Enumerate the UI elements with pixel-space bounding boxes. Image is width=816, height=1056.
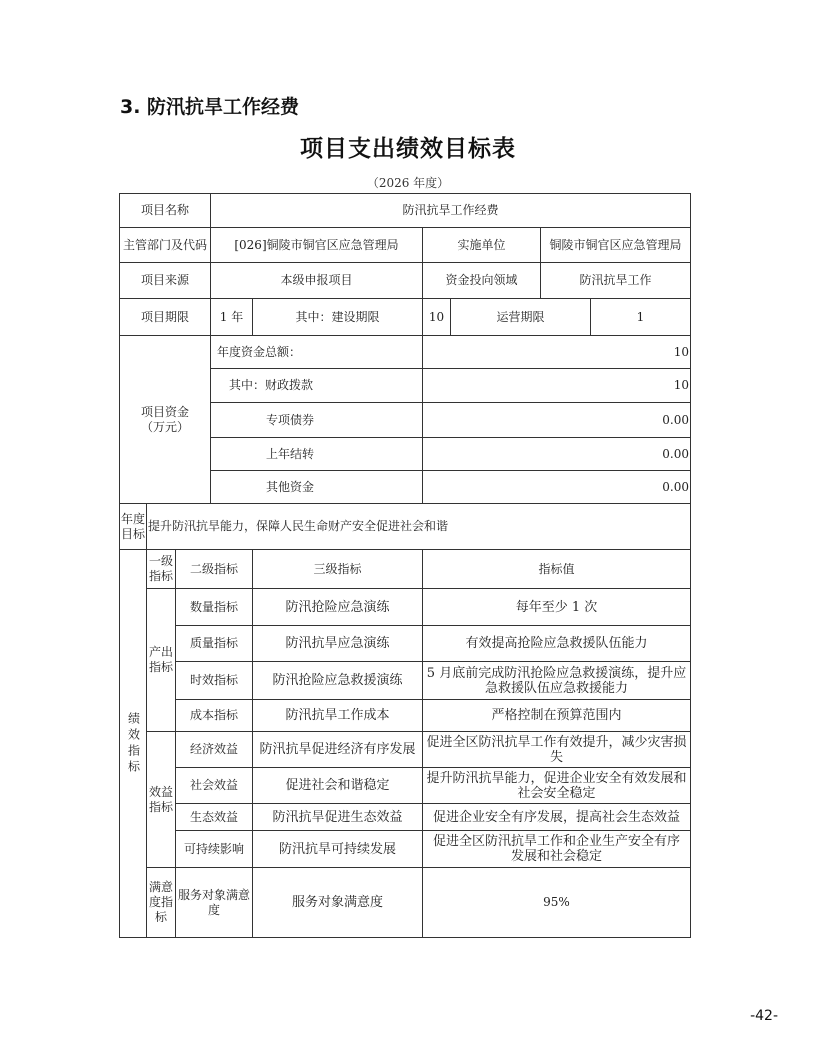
indicator-level2: 社会效益 <box>175 767 253 804</box>
indicator-level2: 数量指标 <box>175 588 253 626</box>
indicator-level2: 经济效益 <box>175 731 253 768</box>
funds-label <box>119 335 211 504</box>
output-indicators-label: 产出指标 <box>146 588 176 732</box>
field-value: 防汛抗旱工作 <box>540 262 691 299</box>
ops-period-value: 1 <box>590 298 691 336</box>
funds-total-value: 10 <box>422 335 691 369</box>
indicator-level2: 质量指标 <box>175 625 253 662</box>
indicator-level3: 防汛抗旱促进生态效益 <box>252 803 423 831</box>
period-value: 1 年 <box>210 298 253 336</box>
indicators-group-label: 绩效指标 <box>119 549 147 938</box>
build-period-label: 其中：建设期限 <box>252 298 423 336</box>
indicator-value: 每年至少 1 次 <box>422 588 691 626</box>
impl-label: 实施单位 <box>422 227 541 263</box>
funds-other-label: 其他资金 <box>210 470 423 504</box>
header-level2: 二级指标 <box>175 549 253 589</box>
indicator-level3: 防汛抗旱工作成本 <box>252 699 423 732</box>
indicator-level2: 生态效益 <box>175 803 253 831</box>
funds-label-line2: （万元） <box>140 419 189 434</box>
funds-carryover-value: 0.00 <box>422 437 691 471</box>
indicator-value: 5 月底前完成防汛抢险应急救援演练，提升应急救援队伍应急救援能力 <box>422 661 691 700</box>
indicator-level3: 防汛抢险应急救援演练 <box>252 661 423 700</box>
satisfaction-indicators-label: 满意度指标 <box>146 867 176 938</box>
indicator-level3: 防汛抗旱可持续发展 <box>252 830 423 868</box>
funds-carryover-label: 上年结转 <box>210 437 423 471</box>
header-level1: 一级指标 <box>146 549 176 589</box>
indicator-level2: 时效指标 <box>175 661 253 700</box>
field-label: 资金投向领域 <box>422 262 541 299</box>
page-number: -42- <box>750 1008 778 1024</box>
indicator-value: 促进全区防汛抗旱工作有效提升，减少灾害损失 <box>422 731 691 768</box>
document-title: 项目支出绩效目标表 <box>300 136 516 162</box>
indicator-value: 有效提高抢险应急救援队伍能力 <box>422 625 691 662</box>
indicator-value: 严格控制在预算范围内 <box>422 699 691 732</box>
funds-bond-value: 0.00 <box>422 402 691 438</box>
build-period-value: 10 <box>422 298 451 336</box>
indicator-level3: 促进社会和谐稳定 <box>252 767 423 804</box>
header-level3: 三级指标 <box>252 549 423 589</box>
annual-goal-label: 年度目标 <box>119 503 147 550</box>
funds-other-value: 0.00 <box>422 470 691 504</box>
annual-goal-text: 提升防汛抗旱能力，保障人民生命财产安全促进社会和谐 <box>146 503 691 550</box>
section-title: 3. 防汛抗旱工作经费 <box>120 96 300 118</box>
impl-value: 铜陵市铜官区应急管理局 <box>540 227 691 263</box>
funds-total-label: 年度资金总额： <box>210 335 423 369</box>
indicator-level2: 可持续影响 <box>175 830 253 868</box>
funds-bond-label: 专项债券 <box>210 402 423 438</box>
benefit-indicators-label: 效益指标 <box>146 731 176 868</box>
indicator-level3: 防汛抢险应急演练 <box>252 588 423 626</box>
dept-value: [026]铜陵市铜官区应急管理局 <box>210 227 423 263</box>
indicator-value: 95% <box>422 867 691 938</box>
indicator-level3: 服务对象满意度 <box>252 867 423 938</box>
funds-fiscal-value: 10 <box>422 368 691 403</box>
indicator-value: 提升防汛抗旱能力，促进企业安全有效发展和社会安全稳定 <box>422 767 691 804</box>
project-name-label: 项目名称 <box>119 193 211 228</box>
period-label: 项目期限 <box>119 298 211 336</box>
ops-period-label: 运营期限 <box>450 298 591 336</box>
indicator-value: 促进企业安全有序发展，提高社会生态效益 <box>422 803 691 831</box>
indicator-level3: 防汛抗旱应急演练 <box>252 625 423 662</box>
source-value: 本级申报项目 <box>210 262 423 299</box>
header-value: 指标值 <box>422 549 691 589</box>
indicator-level2: 成本指标 <box>175 699 253 732</box>
year-label: （2026 年度） <box>366 176 450 190</box>
indicator-level3: 防汛抗旱促进经济有序发展 <box>252 731 423 768</box>
indicator-level2: 服务对象满意度 <box>175 867 253 938</box>
source-label: 项目来源 <box>119 262 211 299</box>
funds-fiscal-label: 其中：财政拨款 <box>210 368 423 403</box>
project-name-value: 防汛抗旱工作经费 <box>210 193 691 228</box>
dept-label: 主管部门及代码 <box>119 227 211 263</box>
funds-label-line1: 项目资金 <box>140 404 189 419</box>
indicator-value: 促进全区防汛抗旱工作和企业生产安全有序发展和社会稳定 <box>422 830 691 868</box>
